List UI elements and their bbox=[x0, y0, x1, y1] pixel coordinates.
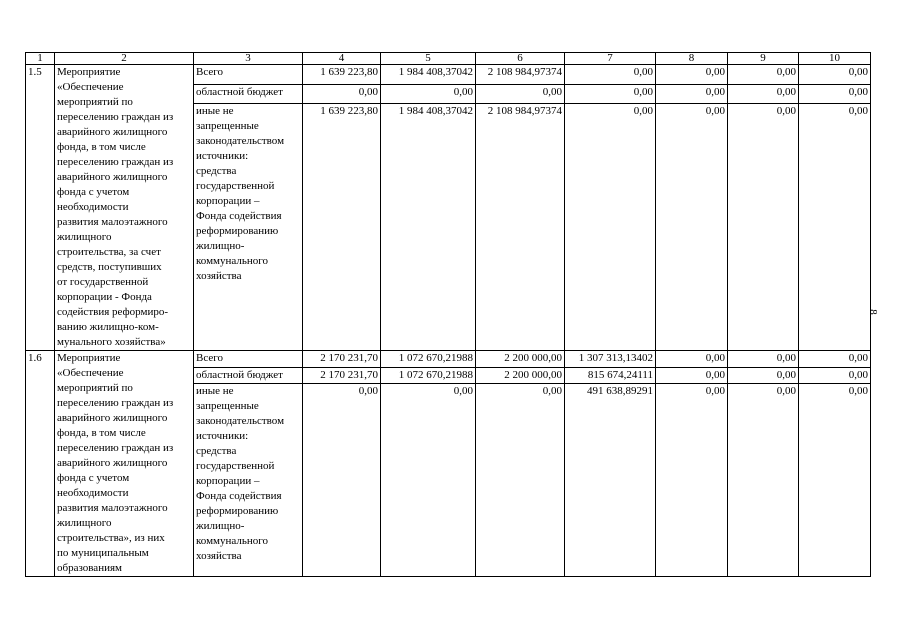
column-header: 5 bbox=[381, 53, 476, 65]
amount-cell: 0,00 bbox=[656, 65, 728, 85]
amount-cell: 1 984 408,37042 bbox=[381, 65, 476, 85]
row-index: 1.6 bbox=[26, 351, 55, 577]
amount-cell: 0,00 bbox=[476, 84, 565, 104]
column-header: 6 bbox=[476, 53, 565, 65]
funding-source: Всего bbox=[194, 65, 303, 85]
amount-cell: 0,00 bbox=[728, 65, 799, 85]
table-row bbox=[26, 65, 871, 85]
amount-cell: 0,00 bbox=[565, 65, 656, 85]
amount-cell: 0,00 bbox=[656, 84, 728, 104]
amount-cell: 0,00 bbox=[565, 104, 656, 351]
column-header: 1 bbox=[26, 53, 55, 65]
funding-source: иные не запрещенные законодательством источники: средства государственной корпорации – Фонда содействия реформированию жилищно- коммунального хозяйства bbox=[194, 384, 303, 577]
amount-cell: 0,00 bbox=[728, 104, 799, 351]
funding-source: иные не запрещенные законодательством источники: средства государственной корпорации – Фонда содействия реформированию жилищно- коммунального хозяйства bbox=[194, 104, 303, 351]
amount-cell: 0,00 bbox=[799, 65, 871, 85]
column-header: 3 bbox=[194, 53, 303, 65]
funding-source: Всего bbox=[194, 351, 303, 368]
amount-cell: 0,00 bbox=[799, 104, 871, 351]
funding-source: областной бюджет bbox=[194, 84, 303, 104]
row-index: 1.5 bbox=[26, 65, 55, 351]
amount-cell: 1 307 313,13402 bbox=[565, 351, 656, 368]
column-header: 2 bbox=[55, 53, 194, 65]
amount-cell: 815 674,24111 bbox=[565, 367, 656, 384]
amount-cell: 0,00 bbox=[303, 84, 381, 104]
amount-cell: 0,00 bbox=[728, 84, 799, 104]
amount-cell: 0,00 bbox=[303, 384, 381, 577]
amount-cell: 0,00 bbox=[656, 351, 728, 368]
budget-table bbox=[25, 52, 871, 577]
amount-cell: 0,00 bbox=[656, 384, 728, 577]
amount-cell: 0,00 bbox=[656, 104, 728, 351]
amount-cell: 0,00 bbox=[565, 84, 656, 104]
amount-cell: 1 072 670,21988 bbox=[381, 351, 476, 368]
table-row bbox=[26, 351, 871, 368]
amount-cell: 2 170 231,70 bbox=[303, 351, 381, 368]
amount-cell: 0,00 bbox=[799, 84, 871, 104]
column-number-row bbox=[26, 53, 871, 65]
amount-cell: 2 108 984,97374 bbox=[476, 65, 565, 85]
amount-cell: 2 200 000,00 bbox=[476, 367, 565, 384]
amount-cell: 0,00 bbox=[728, 351, 799, 368]
column-header: 9 bbox=[728, 53, 799, 65]
amount-cell: 0,00 bbox=[656, 367, 728, 384]
column-header: 4 bbox=[303, 53, 381, 65]
amount-cell: 2 108 984,97374 bbox=[476, 104, 565, 351]
amount-cell: 491 638,89291 bbox=[565, 384, 656, 577]
amount-cell: 0,00 bbox=[381, 84, 476, 104]
amount-cell: 0,00 bbox=[799, 367, 871, 384]
amount-cell: 0,00 bbox=[381, 384, 476, 577]
amount-cell: 0,00 bbox=[728, 384, 799, 577]
amount-cell: 1 072 670,21988 bbox=[381, 367, 476, 384]
amount-cell: 2 200 000,00 bbox=[476, 351, 565, 368]
page-number: 8 bbox=[866, 309, 879, 315]
funding-source: областной бюджет bbox=[194, 367, 303, 384]
amount-cell: 1 639 223,80 bbox=[303, 65, 381, 85]
amount-cell: 0,00 bbox=[728, 367, 799, 384]
amount-cell: 1 639 223,80 bbox=[303, 104, 381, 351]
amount-cell: 0,00 bbox=[799, 351, 871, 368]
column-header: 8 bbox=[656, 53, 728, 65]
column-header: 10 bbox=[799, 53, 871, 65]
column-header: 7 bbox=[565, 53, 656, 65]
amount-cell: 0,00 bbox=[799, 384, 871, 577]
amount-cell: 2 170 231,70 bbox=[303, 367, 381, 384]
activity-description: Мероприятие «Обеспечение мероприятий по переселению граждан из аварийного жилищного фонда, в том числе переселению граждан из аварийного жилищного фонда с учетом необходимости развития малоэтажного жилищного строительства», из них по муниципальным образованиям bbox=[55, 351, 194, 577]
amount-cell: 0,00 bbox=[476, 384, 565, 577]
amount-cell: 1 984 408,37042 bbox=[381, 104, 476, 351]
activity-description: Мероприятие «Обеспечение мероприятий по переселению граждан из аварийного жилищного фонда, в том числе переселению граждан из аварийного жилищного фонда с учетом необходимости развития малоэтажного жилищного строительства, за счет средств, поступивших от государственной корпорации - Фонда содействия реформиро- ванию жилищно-ком- мунального хозяйства» bbox=[55, 65, 194, 351]
